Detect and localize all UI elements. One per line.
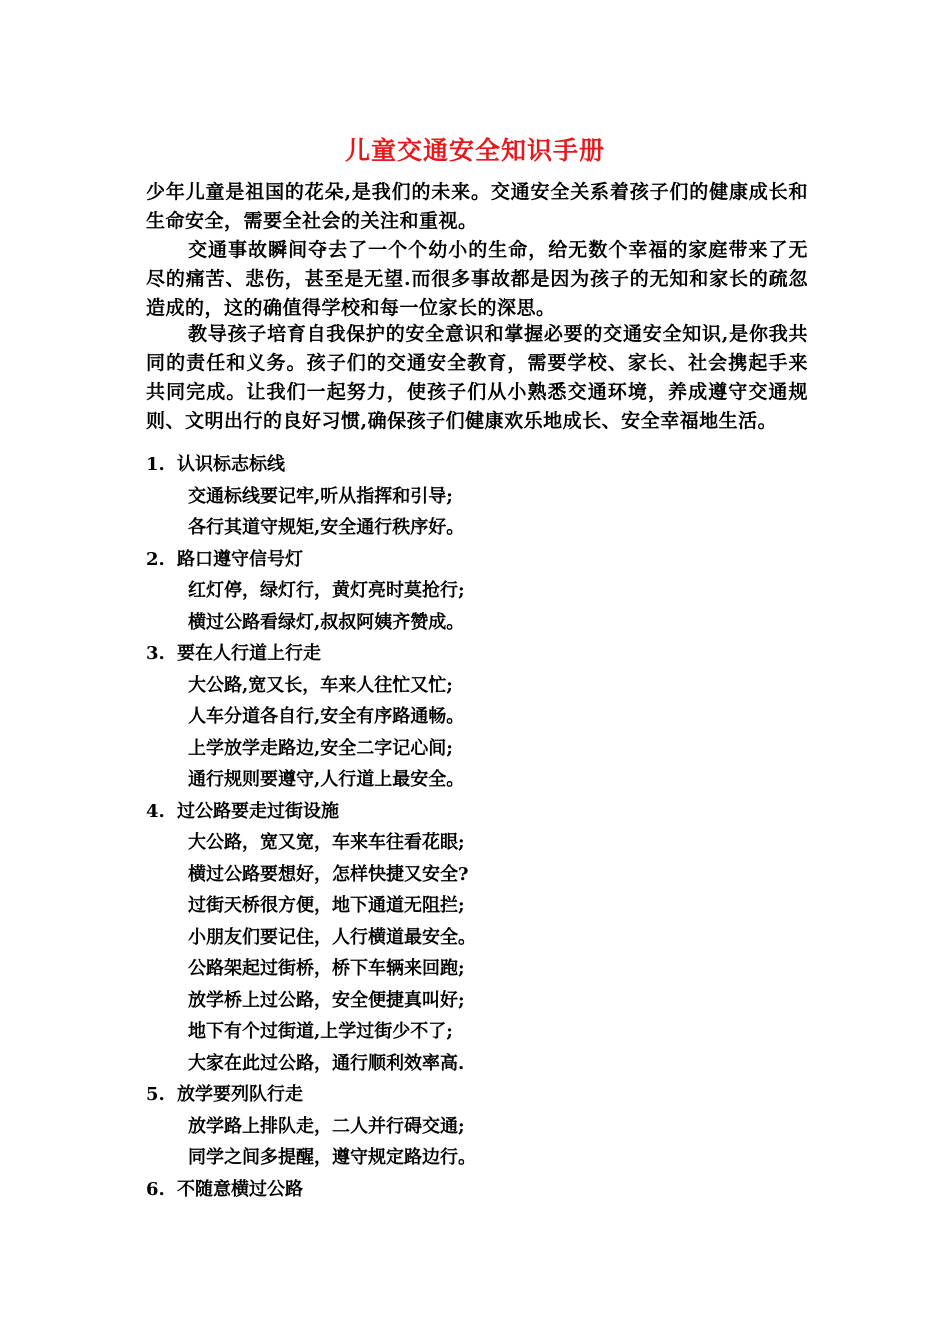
section-title: 不随意横过公路 [177,1178,303,1200]
section-heading-3 [146,638,808,670]
verse-line: 各行其道守规矩,安全通行秩序好。 [188,517,465,538]
document-title: 儿童交通安全知识手册 [344,136,605,165]
verse-line: 大公路,宽又长，车来人往忙又忙; [188,674,453,696]
verse-line: 同学之间多提醒，遵守规定路边行。 [188,1147,476,1168]
intro-paragraph-3: 教导孩子培育自我保护的安全意识和掌握必要的交通安全知识,是你我共同的责任和义务。孩子们的交通安全教育，需要学校、家长、社会携起手来共同完成。让我们一起努力，使孩子们从小熟悉交通环境，养成遵守交通规则、文明出行的良好习惯,确保孩子们健康欢乐地成长、安全幸福地生活。 [146,323,808,432]
section-heading-4 [146,796,808,828]
intro-paragraph-1: 少年儿童是祖国的花朵,是我们的未来。交通安全关系着孩子们的健康成长和生命安全，需要全社会的关注和重视。 [146,181,808,232]
verse-line: 地下有个过街道,上学过街少不了; [188,1021,453,1042]
verse-line: 放学路上排队走，二人并行碍交通; [188,1115,465,1137]
section-number: 2. [146,548,165,570]
section-number: 5. [146,1084,165,1105]
verse-line: 交通标线要记牢,听从指挥和引导; [188,485,453,507]
verse-line: 通行规则要遵守,人行道上最安全。 [188,769,465,790]
section-heading-1 [146,449,808,481]
section-heading-6 [146,1174,808,1206]
verse-line: 横过公路看绿灯,叔叔阿姨齐赞成。 [188,611,465,633]
section-number: 4. [146,800,165,822]
verse-line: 大公路，宽又宽，车来车往看花眼; [188,832,465,853]
section-title: 放学要列队行走 [177,1084,303,1105]
verse-line: 小朋友们要记住，人行横道最安全。 [188,926,476,948]
sections-list [146,449,808,1205]
verse-line: 公路架起过街桥，桥下车辆来回跑; [188,958,465,979]
section-number: 6. [146,1178,165,1200]
section-title: 要在人行道上行走 [177,643,321,664]
section-title: 认识标志标线 [177,454,285,475]
section-heading-5 [146,1079,808,1111]
verse-line: 大家在此过公路，通行顺利效率高. [188,1052,465,1074]
section-title: 过公路要走过街设施 [177,800,339,822]
section-number: 1. [146,454,165,475]
verse-line: 红灯停，绿灯行，黄灯亮时莫抢行; [188,580,465,601]
section-heading-2 [146,544,808,576]
verse-line: 放学桥上过公路，安全便捷真叫好; [188,989,465,1011]
verse-line: 人车分道各自行,安全有序路通畅。 [188,706,465,727]
verse-line: 上学放学走路边,安全二字记心间; [188,737,453,759]
intro-paragraph-2: 交通事故瞬间夺去了一个个幼小的生命，给无数个幸福的家庭带来了无尽的痛苦、悲伤，甚至是无望.而很多事故都是因为孩子的无知和家长的疏忽造成的，这的确值得学校和每一位家长的深思。 [146,239,808,319]
section-title: 路口遵守信号灯 [177,548,303,570]
verse-line: 横过公路要想好，怎样快捷又安全? [188,863,469,885]
section-number: 3. [146,643,165,664]
verse-line: 过街天桥很方便，地下通道无阻拦; [188,895,465,916]
